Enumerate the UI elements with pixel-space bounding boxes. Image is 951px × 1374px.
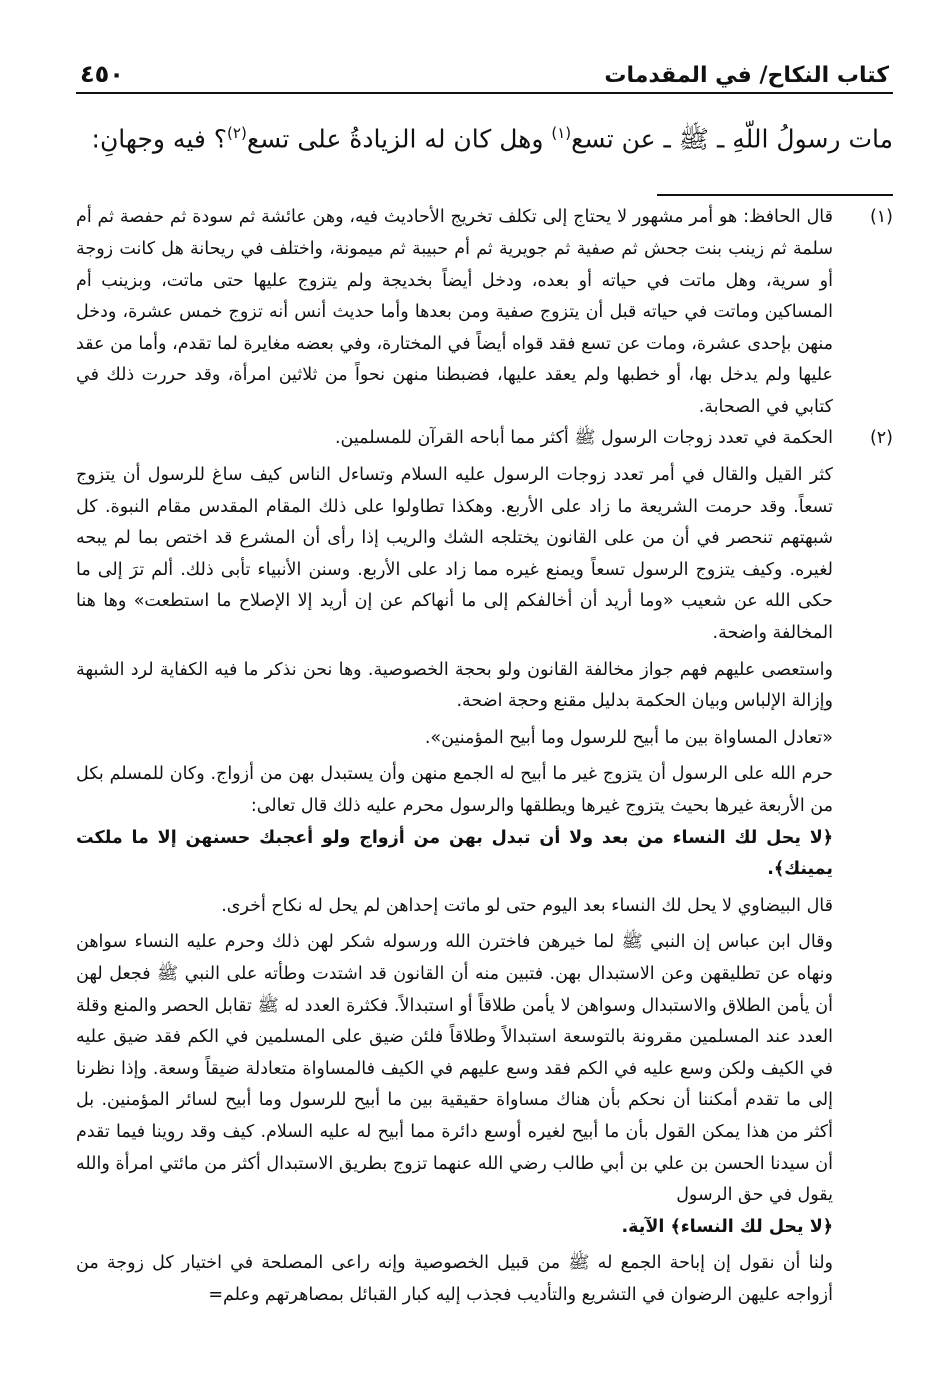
footnote-body bbox=[76, 202, 833, 423]
footnote-number: (٢) bbox=[869, 428, 893, 449]
footnote-ref-2: (٢) bbox=[227, 124, 247, 142]
footnote-subheading: «تعادل المساواة بين ما أبيح للرسول وما أبيح المؤمنين». bbox=[424, 727, 833, 748]
main-text-part3: ؟ فيه وجهانِ: bbox=[91, 124, 228, 154]
footnote-paragraph: قال البيضاوي لا يحل لك النساء بعد اليوم حتى لو ماتت إحداهن لم يحل له نكاح أخرى. bbox=[221, 895, 833, 916]
page-header bbox=[76, 50, 893, 94]
main-text-part1: مات رسولُ اللّهِ ـ ﷺ ـ عن تسع bbox=[571, 124, 893, 154]
footnote-paragraph: كثر القيل والقال في أمر تعدد زوجات الرسول عليه السلام وتساءل الناس كيف ساغ للرسول أن يتزوج تسعاً. وقد حرمت الشريعة ما زاد على الأربع. وهكذا تطاولوا على ذلك المقام المقدس مقام النبوة. كل شبهتهم تنحصر في أن من على القانون يختلجه الشك والريب إذا رأى أن المشرع قد اختص بما لم يبحه لغيره. وكيف يتزوج الرسول تسعاً ويمنع غيره مما زاد على الأربع. وسنن الأنبياء تأبى ذلك. ألم ترَ إلى ما حكى الله عن شعيب «وما أريد أن أخالفكم إلى ما أنهاكم عن إن أريد إلا الإصلاح ما استطعت» وها هنا المخالفة واضحة. bbox=[76, 465, 833, 644]
footnote-heading: الحكمة في تعدد زوجات الرسول ﷺ أكثر مما أباحه القرآن للمسلمين. bbox=[334, 428, 833, 449]
page-number: ٤٥٠ bbox=[80, 60, 124, 88]
footnote-paragraph: ولنا أن نقول إن إباحة الجمع له ﷺ من قبيل الخصوصية وإنه راعى المصلحة في اختيار كل زوجة من أزواجه عليهن الرضوان في التشريع والتأديب فجذب إليه كبار القبائل بمصاهرتهم وعلم= bbox=[76, 1253, 833, 1305]
footnote-paragraph: واستعصى عليهم فهم جواز مخالفة القانون ولو بحجة الخصوصية. وها نحن نذكر ما فيه الكفاية لرد الشبهة وإزالة الإلباس وبيان الحكمة بدليل مقنع وحجة اضحة. bbox=[76, 659, 833, 712]
footnotes bbox=[76, 202, 893, 1311]
footnote-ref-1: (١) bbox=[551, 124, 572, 142]
footnote-separator bbox=[657, 194, 893, 196]
footnote-body bbox=[76, 423, 833, 1311]
quran-verse: ﴿لا يحل لك النساء﴾ الآية. bbox=[621, 1216, 833, 1237]
main-text bbox=[76, 108, 893, 164]
quran-verse: ﴿لا يحل لك النساء من بعد ولا أن تبدل بهن من أزواج ولو أعجبك حسنهن إلا ما ملكت يمينك﴾. bbox=[76, 827, 833, 880]
footnote-paragraph: حرم الله على الرسول أن يتزوج غير ما أبيح له الجمع منهن وأن يستبدل بهن من أزواج. وكان للمسلم بكل من الأربعة غيرها بحيث يتزوج غيرها ويطلقها والرسول محرم عليه ذلك قال تعالى: bbox=[76, 764, 833, 817]
footnote-number: (١) bbox=[869, 207, 893, 228]
running-title: كتاب النكاح/ في المقدمات bbox=[604, 63, 889, 88]
main-text-part2: وهل كان له الزيادةُ على تسع bbox=[246, 124, 552, 154]
footnote-1 bbox=[76, 202, 893, 423]
footnote-paragraph: وقال ابن عباس إن النبي ﷺ لما خيرهن فاخترن الله ورسوله شكر لهن ذلك وحرم عليه النساء سواهن ونهاه عن تطليقهن وعن الاستبدال بهن. فتبين منه أن القانون قد اشتدت وطأته على النبي ﷺ فجعل لهن أن يأمن الطلاق والاستبدال وسواهن لا يأمن طلاقاً أو استبدالاً. فكثرة العدد له ﷺ تقابل الحصر والمنع وقلة العدد عند المسلمين مقرونة بالتوسعة استبدالاً وطلاقاً فلئن ضيق على المسلمين في الكم فقد ضيق عليه في الكيف ولكن وسع عليه في الكم فقد وسع عليهم في الكيف فالمساواة متعادلة ضيقاً وسعة. وإذا نظرنا إلى ما تقدم أمكننا أن نحكم بأن هناك مساواة حقيقية بين ما أبيح للرسول وما أبيح لسائر المؤمنين. بل أكثر من هذا يمكن القول بأن ما أبيح لغيره أوسع دائرة مما أبيح له عليه السلام. كيف وقد روينا فيما تقدم أن سيدنا الحسن بن علي بن أبي طالب رضي الله عنهما تزوج بطريق الاستبدال أكثر من مائتي امرأة والله يقول في حق الرسول bbox=[76, 932, 833, 1206]
footnote-2 bbox=[76, 423, 893, 1311]
footnote-paragraph: قال الحافظ: هو أمر مشهور لا يحتاج إلى تكلف تخريج الأحاديث فيه، وهن عائشة ثم سودة ثم حفصة ثم أم سلمة ثم زينب بنت جحش ثم صفية ثم جويرية ثم أم حبيبة ثم ميمونة، واختلف في ريحانة هل كانت زوجة أو سرية، وهل ماتت في حياته أو بعده، ودخل أيضاً بخديجة ولم يتزوج عليها حتى ماتت، وبزينب أم المساكين وماتت في حياته قبل أن يتزوج صفية ومن بعدها وأما حديث أنس أنه تزوج خمس عشرة، ودخل منهن بإحدى عشرة، ومات عن تسع فقد قواه أيضاً في المختارة، وفي بعضه مغايرة لما تقدم، وأما من عقد عليها ولم يدخل بها، أو خطبها ولم يعقد عليها، فضبطنا منهن نحواً من ثلاثين امرأة، وقد حررت ذلك في كتابي في الصحابة. bbox=[76, 207, 833, 417]
